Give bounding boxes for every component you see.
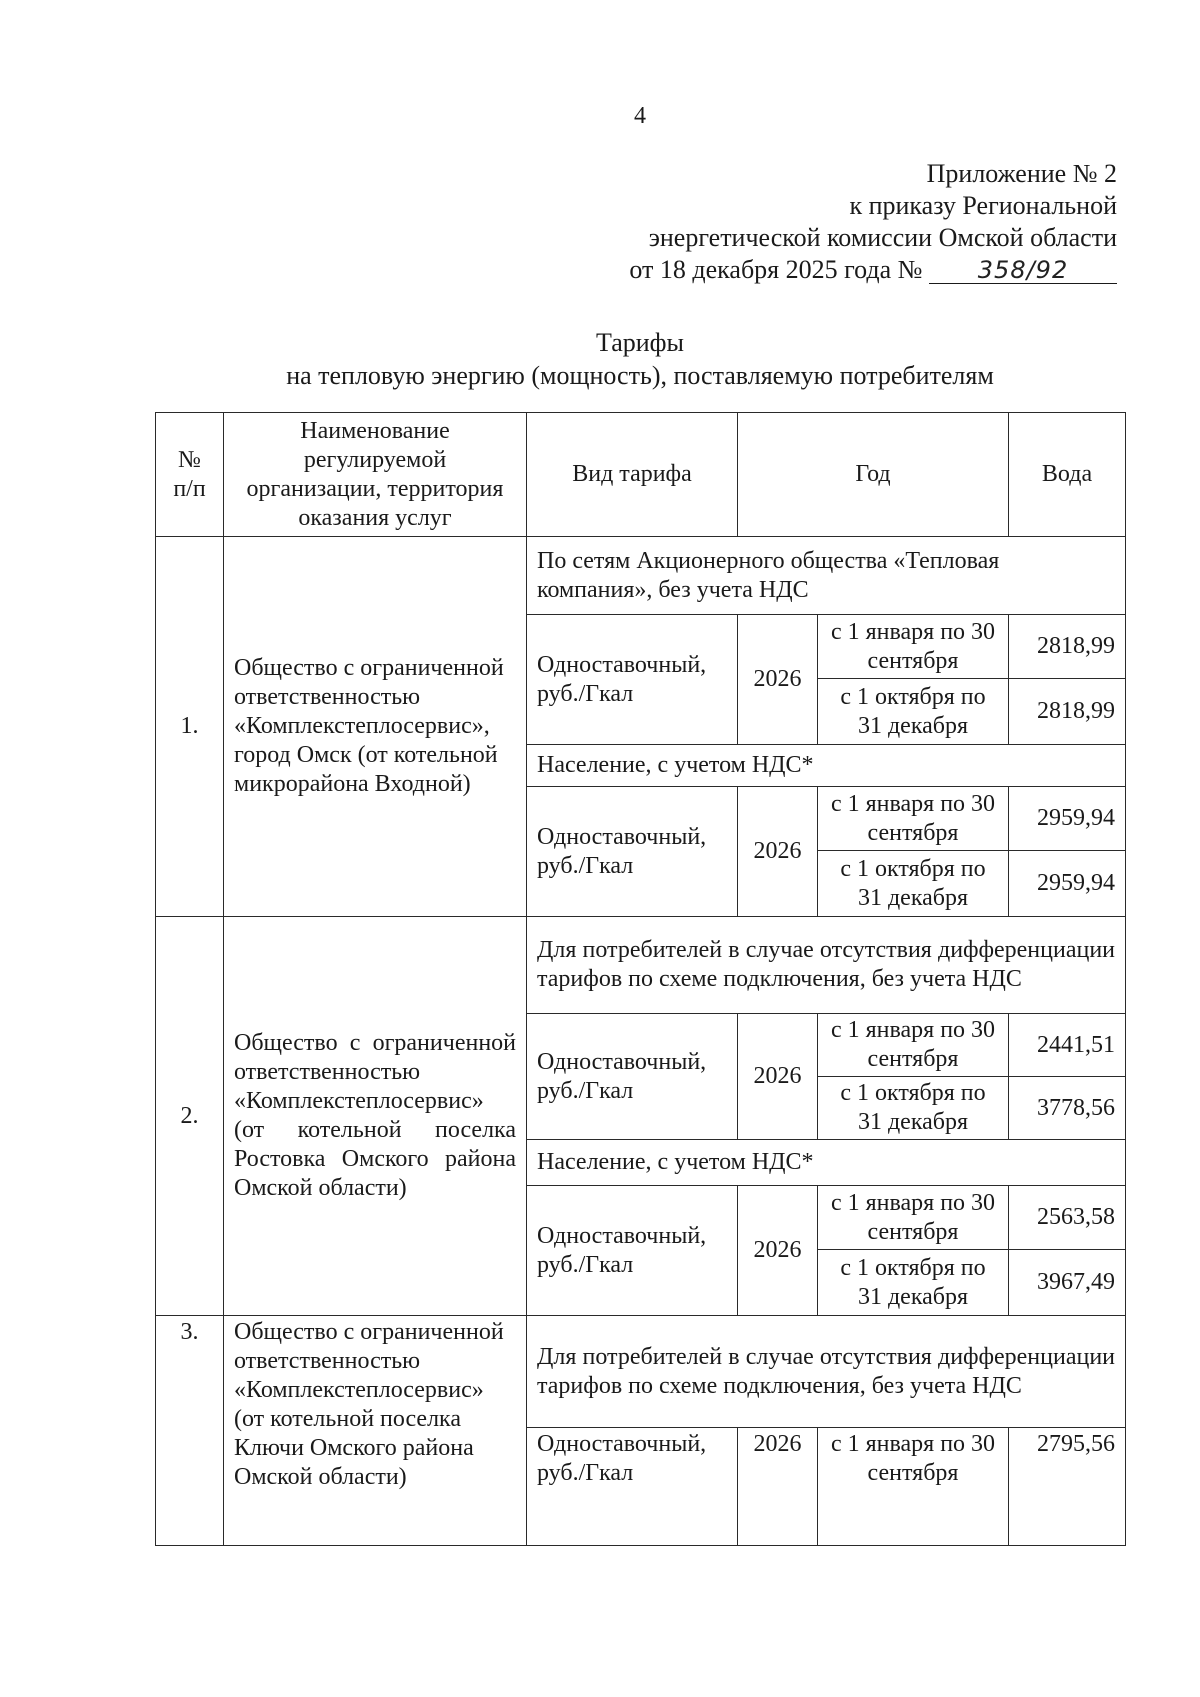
water-value: 2795,56 [1009, 1428, 1126, 1546]
water-value: 3967,49 [1009, 1250, 1126, 1316]
table-row [156, 1316, 1126, 1428]
water-value: 2959,94 [1009, 851, 1126, 917]
document-title [0, 326, 1200, 392]
org-name: Общество с ограниченной ответственностью «Комплекстеплосервис» (от котельной поселка Ростовка Омского района Омской области) [224, 917, 527, 1316]
water-value: 2818,99 [1009, 615, 1126, 679]
tariff-type: Одноставочный, руб./Гкал [527, 787, 738, 917]
page-number: 4 [634, 103, 646, 129]
appendix-line-2: к приказу Региональной [849, 191, 1117, 220]
water-value: 3778,56 [1009, 1077, 1126, 1140]
tariff-section: Население, с учетом НДС* [527, 745, 1126, 787]
tariff-year: 2026 [738, 1014, 818, 1140]
tariff-type: Одноставочный, руб./Гкал [527, 1186, 738, 1316]
header-type: Вид тарифа [527, 413, 738, 537]
water-value: 2441,51 [1009, 1014, 1126, 1077]
tariff-period: с 1 октября по 31 декабря [818, 679, 1009, 745]
tariff-period: с 1 января по 30 сентября [818, 1186, 1009, 1250]
water-value: 2818,99 [1009, 679, 1126, 745]
row-num: 1. [156, 537, 224, 917]
tariff-period: с 1 октября по 31 декабря [818, 1250, 1009, 1316]
header-year: Год [738, 413, 1009, 537]
tariff-year: 2026 [738, 615, 818, 745]
title-line-1: Тарифы [595, 328, 684, 357]
table-row [156, 917, 1126, 1014]
water-value: 2563,58 [1009, 1186, 1126, 1250]
tariff-table [155, 412, 1126, 1546]
tariff-year: 2026 [738, 1428, 818, 1546]
table-header-row [156, 413, 1126, 537]
appendix-line-4 [629, 254, 1117, 286]
tariff-period: с 1 октября по 31 декабря [818, 1077, 1009, 1140]
tariff-type: Одноставочный, руб./Гкал [527, 1428, 738, 1546]
header-num: № п/п [156, 413, 224, 537]
appendix-line-1: Приложение № 2 [926, 159, 1117, 188]
tariff-period: с 1 января по 30 сентября [818, 1014, 1009, 1077]
org-name: Общество с ограниченной ответственностью «Комплекстеплосервис», город Омск (от котельной микрорайона Входной) [224, 537, 527, 917]
appendix-line-3: энергетической комиссии Омской области [648, 223, 1117, 252]
tariff-period: с 1 января по 30 сентября [818, 615, 1009, 679]
table-row [156, 537, 1126, 615]
tariff-period: с 1 октября по 31 декабря [818, 851, 1009, 917]
tariff-year: 2026 [738, 787, 818, 917]
header-org: Наименование регулируемой организации, территория оказания услуг [224, 413, 527, 537]
tariff-type: Одноставочный, руб./Гкал [527, 1014, 738, 1140]
tariff-year: 2026 [738, 1186, 818, 1316]
water-value: 2959,94 [1009, 787, 1126, 851]
row-num: 2. [156, 917, 224, 1316]
header-water: Вода [1009, 413, 1126, 537]
tariff-section: Для потребителей в случае отсутствия дифференциации тарифов по схеме подключения, без учета НДС [527, 917, 1126, 1014]
order-date: от 18 декабря 2025 года № [629, 255, 923, 284]
row-num: 3. [156, 1316, 224, 1546]
tariff-section: Население, с учетом НДС* [527, 1140, 1126, 1186]
tariff-section: По сетям Акционерного общества «Тепловая компания», без учета НДС [527, 537, 1126, 615]
tariff-type: Одноставочный, руб./Гкал [527, 615, 738, 745]
tariff-period: с 1 января по 30 сентября [818, 1428, 1009, 1546]
appendix-header [629, 158, 1117, 286]
tariff-period: с 1 января по 30 сентября [818, 787, 1009, 851]
org-name: Общество с ограниченной ответственностью «Комплекстеплосервис» (от котельной поселка Ключи Омского района Омской области) [224, 1316, 527, 1546]
order-number-handwritten: 358/92 [929, 257, 1117, 284]
title-line-2: на тепловую энергию (мощность), поставляемую потребителям [286, 361, 994, 390]
tariff-section: Для потребителей в случае отсутствия дифференциации тарифов по схеме подключения, без учета НДС [527, 1316, 1126, 1428]
